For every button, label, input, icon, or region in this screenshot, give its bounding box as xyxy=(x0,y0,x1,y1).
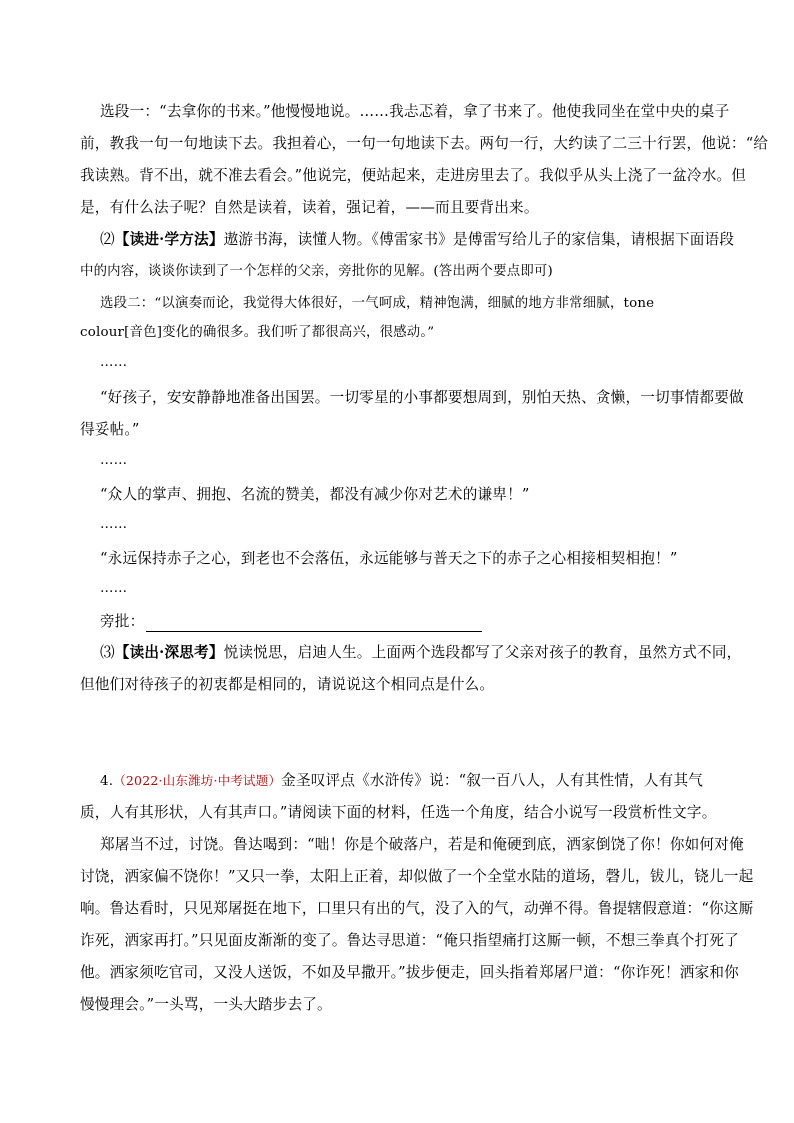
passage1-line2: 前，教我一句一句地读下去。我担着心，一句一句地读下去。两句一行，大约读了二三十行罢，他说：“给 xyxy=(80,135,769,152)
question-2-text1: 遨游书海，读懂人物。《傅雷家书》是傅雷写给儿子的家信集，请根据下面语段 xyxy=(223,231,735,248)
question-2-tag: 【读进·学方法】 xyxy=(114,231,224,248)
passage2-quote3: “永远保持赤子之心，到老也不会落伍，永远能够与普天之下的赤子之心相接相契相抱！” xyxy=(100,550,678,567)
question-3-tag: 【读出·深思考】 xyxy=(114,644,224,661)
passage1-line4: 是，有什么法子呢？自然是读着，读着，强记着，——而且要背出来。 xyxy=(80,199,539,216)
passage2-line1: 选段二：“以演奏而论，我觉得大体很好，一气呵成，精神饱满，细腻的地方非常细腻，tone xyxy=(100,296,655,311)
ellipsis: …… xyxy=(100,517,128,532)
question-4-source: （2022·山东潍坊·中考试题） xyxy=(113,773,282,788)
passage2-quote1-line1: “好孩子，安安静静地准备出国罢。一切零星的小事都要想周到，别怕天热、贪懒，一切事情都要做 xyxy=(100,389,744,406)
question-4-number: 4. xyxy=(100,774,114,789)
question-2-number: ⑵ xyxy=(100,231,115,248)
question-3-text1: 悦读悦思，启迪人生。上面两个选段都写了父亲对孩子的教育，虽然方式不同， xyxy=(223,644,742,661)
question-4-text1: 金圣叹评点《水浒传》说：“叙一百八人，人有其性情，人有其气 xyxy=(281,772,704,789)
passage3-line2: 讨饶，洒家偏不饶你！”又只一拳，太阳上正着，却似做了一个全堂水陆的道场，磬儿，钹儿，铙儿一起 xyxy=(80,868,754,885)
passage3-line5: 他。洒家须吃官司，又没人送饭，不如及早撒开。”拔步便走，回头指着郑屠尸道：“你诈死！洒家和你 xyxy=(80,964,739,981)
passage2-quote1-line2: 得妥帖。” xyxy=(80,421,140,438)
question-4-line2: 质，人有其形状，人有其声口。”请阅读下面的材料，任选一个角度，结合小说写一段赏析性文字。 xyxy=(80,804,717,821)
question-3-number: ⑶ xyxy=(100,644,115,661)
question-2-line1 xyxy=(100,230,734,250)
passage2-line2: colour[音色]变化的确很多。我们听了都很高兴，很感动。” xyxy=(80,325,435,340)
passage1-line1: 选段一：“去拿你的书来。”他慢慢地说。……我忐忑着，拿了书来了。他使我同坐在堂中央的桌子 xyxy=(100,103,730,120)
passage3-line3: 响。鲁达看时，只见郑屠挺在地下，口里只有出的气，没了入的气，动弹不得。鲁提辖假意道：“你这厮 xyxy=(80,900,754,917)
passage2-quote2: “众人的掌声、拥抱、名流的赞美，都没有减少你对艺术的谦卑！” xyxy=(100,486,530,503)
annotation-answer-line[interactable] xyxy=(146,617,482,632)
ellipsis: …… xyxy=(100,581,128,596)
question-2-line2: 中的内容，谈谈你读到了一个怎样的父亲，旁批你的见解。(答出两个要点即可) xyxy=(80,264,553,279)
ellipsis: …… xyxy=(100,355,128,370)
question-3-line2: 但他们对待孩子的初衷都是相同的，请说说这个相同点是什么。 xyxy=(80,676,495,693)
passage3-line4: 诈死，洒家再打。”只见面皮渐渐的变了。鲁达寻思道：“俺只指望痛打这厮一顿，不想三拳真个打死了 xyxy=(80,932,739,949)
question-4-line1 xyxy=(100,771,703,792)
passage3-line6: 慢慢理会。”一头骂，一头大踏步去了。 xyxy=(80,996,332,1013)
annotation-row xyxy=(100,612,482,632)
passage1-line3: 我读熟。背不出，就不准去看会。”他说完，便站起来，走进房里去了。我似乎从头上浇了一盆冷水。但 xyxy=(80,167,747,184)
passage3-line1: 郑屠当不过，讨饶。鲁达喝到：“咄！你是个破落户，若是和俺硬到底，洒家倒饶了你！你如何对俺 xyxy=(100,836,744,853)
question-3-line1 xyxy=(100,643,741,663)
annotation-label: 旁批： xyxy=(100,613,145,630)
ellipsis: …… xyxy=(100,453,128,468)
